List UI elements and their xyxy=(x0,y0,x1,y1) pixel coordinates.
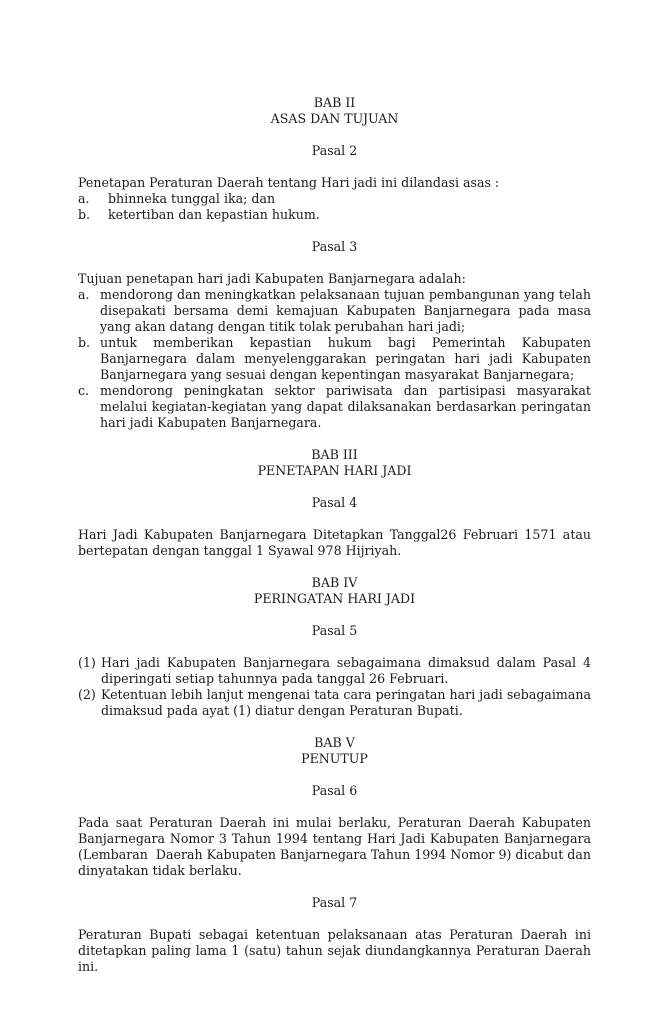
article-intro: Penetapan Peraturan Daerah tentang Hari jadi ini dilandasi asas : xyxy=(78,175,500,190)
article-heading: Pasal 2 xyxy=(311,143,358,158)
list-text: Ketentuan lebih lanjut mengenai tata cara peringatan hari jadi sebagaimana dimaksud pada ayat (1) diatur dengan Peraturan Bupati. xyxy=(101,687,591,718)
list-item xyxy=(78,687,591,719)
list-item xyxy=(78,655,591,687)
article-paragraph: Pada saat Peraturan Daerah ini mulai berlaku, Peraturan Daerah Kabupaten Banjarnegara Nomor 3 Tahun 1994 tentang Hari Jadi Kabupaten Banjarnegara (Lembaran Daerah Kabupaten Banjarnegara Tahun 1994 Nomor 9) dicabut dan dinyatakan tidak berlaku. xyxy=(78,815,596,878)
article-heading: Pasal 3 xyxy=(311,239,358,254)
list-text: ketertiban dan kepastian hukum. xyxy=(108,207,320,222)
chapter-title: ASAS DAN TUJUAN xyxy=(270,111,399,126)
list-item xyxy=(78,287,591,335)
article-heading: Pasal 5 xyxy=(311,623,358,638)
article-paragraph: Hari Jadi Kabupaten Banjarnegara Ditetapkan Tanggal26 Februari 1571 atau bertepatan dengan tanggal 1 Syawal 978 Hijriyah. xyxy=(78,527,591,558)
list-text: untuk memberikan kepastian hukum bagi Pemerintah Kabupaten Banjarnegara dalam menyelenggarakan peringatan hari jadi Kabupaten Banjarnegara yang sesuai dengan kepentingan masyarakat Banjarnegara; xyxy=(100,335,591,382)
list-marker: (2) xyxy=(78,687,96,702)
list-marker: b. xyxy=(78,207,91,222)
chapter-heading: BAB IV xyxy=(311,575,358,590)
article-intro: Tujuan penetapan hari jadi Kabupaten Banjarnegara adalah: xyxy=(78,271,466,286)
list-text: bhinneka tunggal ika; dan xyxy=(108,191,276,206)
list-item xyxy=(78,335,591,383)
chapter-heading: BAB II xyxy=(313,95,356,110)
list-marker: b. xyxy=(78,335,91,350)
list-marker: a. xyxy=(78,191,90,206)
document-page xyxy=(78,95,596,975)
list-marker: (1) xyxy=(78,655,96,670)
article-heading: Pasal 6 xyxy=(311,783,358,798)
chapter-title: PENETAPAN HARI JADI xyxy=(257,463,412,478)
article-heading: Pasal 4 xyxy=(311,495,358,510)
list-text: mendorong dan meningkatkan pelaksanaan tujuan pembangunan yang telah disepakati bersama demi kemajuan Kabupaten Banjarnegara pada masa yang akan datang dengan titik tolak perubahan hari jadi; xyxy=(100,287,591,334)
list-marker: c. xyxy=(78,383,90,398)
article-paragraph: Peraturan Bupati sebagai ketentuan pelaksanaan atas Peraturan Daerah ini ditetapkan paling lama 1 (satu) tahun sejak diundangkannya Peraturan Daerah ini. xyxy=(78,927,591,974)
list-text: Hari jadi Kabupaten Banjarnegara sebagaimana dimaksud dalam Pasal 4 diperingati setiap tahunnya pada tanggal 26 Februari. xyxy=(101,655,591,686)
chapter-heading: BAB V xyxy=(314,735,355,750)
chapter-title: PENUTUP xyxy=(301,751,368,766)
chapter-heading: BAB III xyxy=(311,447,358,462)
list-item xyxy=(78,191,591,207)
list-text: mendorong peningkatan sektor pariwisata dan partisipasi masyarakat melalui kegiatan-kegiatan yang dapat dilaksanakan berdasarkan peringatan hari jadi Kabupaten Banjarnegara. xyxy=(100,383,591,430)
article-heading: Pasal 7 xyxy=(311,895,358,910)
list-marker: a. xyxy=(78,287,90,302)
list-item xyxy=(78,383,591,431)
list-item xyxy=(78,207,591,223)
chapter-title: PERINGATAN HARI JADI xyxy=(253,591,416,606)
